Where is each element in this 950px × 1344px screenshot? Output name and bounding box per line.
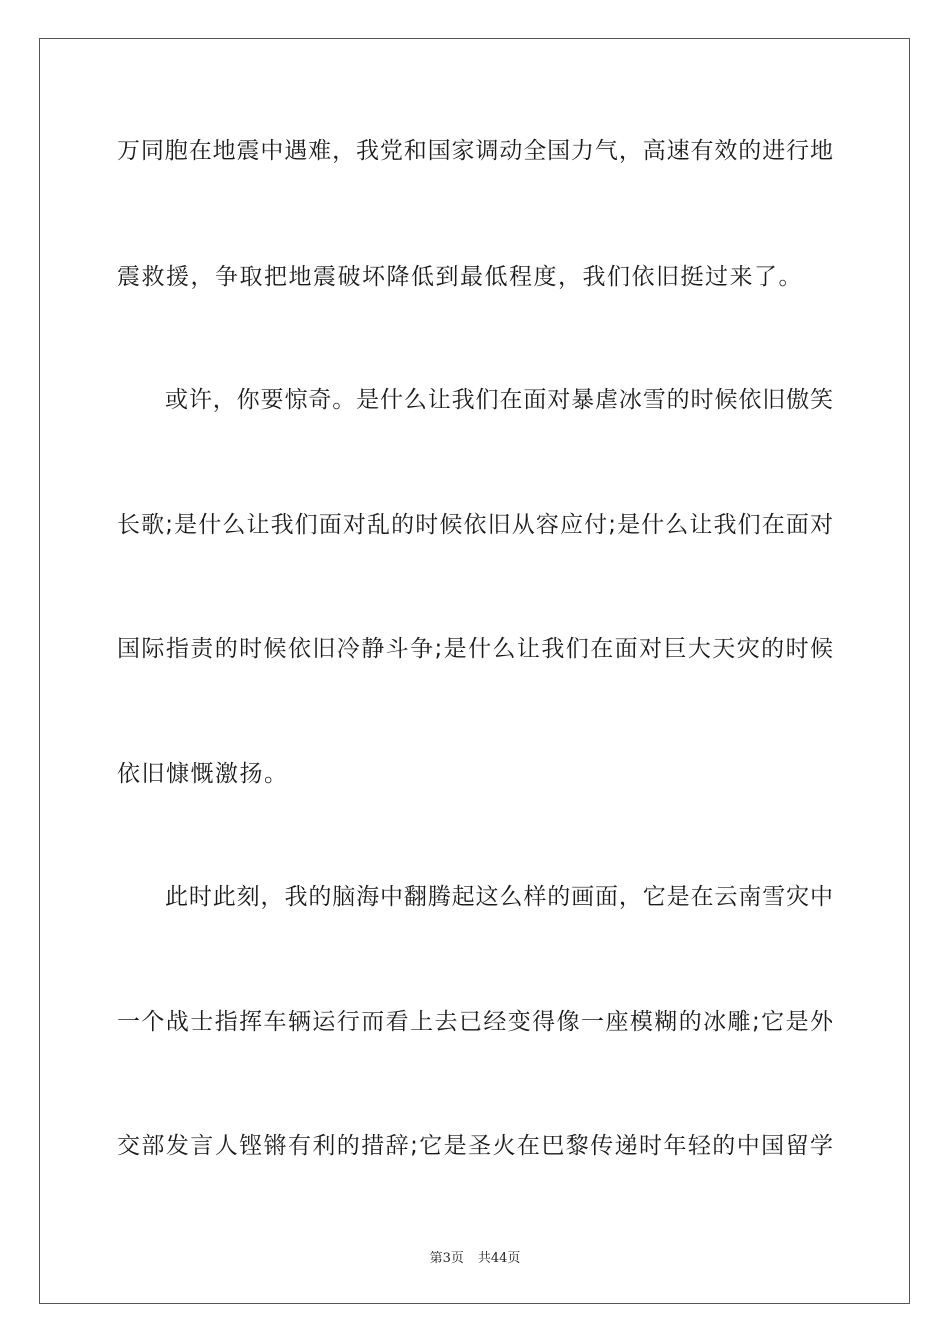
paragraph-line: 交部发言人铿锵有利的措辞;它是圣火在巴黎传递时年轻的中国留学	[117, 1133, 833, 1159]
paragraph-line: 国际指责的时候依旧冷静斗争;是什么让我们在面对巨大天灾的时候	[117, 636, 833, 662]
page-frame	[39, 38, 910, 1304]
paragraph-line: 或许，你要惊奇。是什么让我们在面对暴虐冰雪的时候依旧傲笑	[165, 387, 833, 413]
paragraph-line: 震救援，争取把地震破坏降低到最低程度，我们依旧挺过来了。	[117, 264, 803, 290]
page-number: 第3页	[429, 1251, 464, 1266]
paragraph-line: 一个战士指挥车辆运行而看上去已经变得像一座模糊的冰雕;它是外	[117, 1009, 833, 1035]
paragraph-line: 依旧慷慨激扬。	[117, 761, 289, 787]
paragraph-line: 长歌;是什么让我们面对乱的时候依旧从容应付;是什么让我们在面对	[117, 512, 833, 538]
paragraph-line: 万同胞在地震中遇难，我党和国家调动全国力气，高速有效的进行地	[117, 138, 833, 164]
paragraph-line: 此时此刻，我的脑海中翻腾起这么样的画面，它是在云南雪灾中	[165, 884, 833, 910]
page-footer	[0, 1247, 950, 1266]
page-total: 共44页	[477, 1251, 521, 1266]
